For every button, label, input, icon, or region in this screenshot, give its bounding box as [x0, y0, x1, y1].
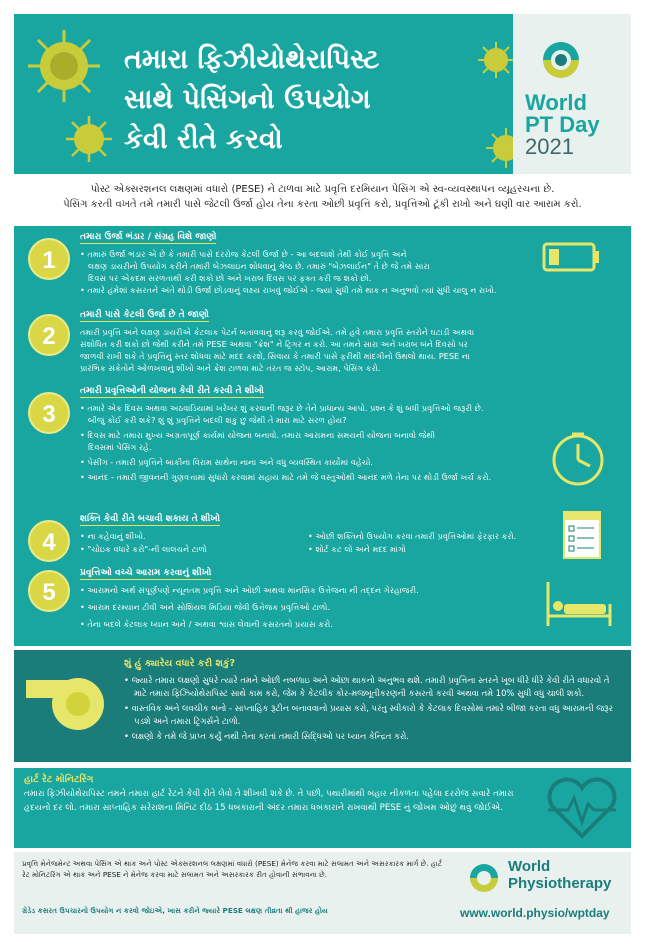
step-body	[80, 584, 550, 630]
footer-warning: ગ્રેડેડ કસરત ઉપચારનો ઉપયોગ ન કરવો જોઇએ, ખાસ કરીને જ્યારે PESE લક્ષણ તીવ્રતા થી હાજર હોય	[22, 906, 328, 915]
step-line: બીજું કોઈ કરી શકે? શું શું પ્રવૃત્તિને બદલી શકું છું જેથી તે મારા માટે સરળ હોય?	[88, 415, 347, 425]
step-line: પ્રારંભિક સંકેતોને ઓળખવાનું શીખો અને ક્રેશ ટાળવા માટે તરત જ સ્ટોપ, આરામ, પેસિંગ કરો.	[80, 363, 381, 373]
heart-rate-body: તમારા ફિઝીયોથેરાપિસ્ટ તમને તમારા હાર્ટ રેટને કેવી રીતે લેવો તે શીખવી શકે છે. તે પછી, પથારીમાંથી બહાર નીકળતા પહેલા દરરોજ સવારે તમારા હૃદયનો દર લો. તમારા સાપ્તાહિક સરેરાશના મિનિટ દીઠ 15 ધબકારાની અંદર તમારા ધબકારાને રાખવાથી PESE નું જોખમ ઓછું થવું જોઈએ.	[24, 789, 514, 813]
intro-line: પોસ્ટ એક્સરશનલ લક્ષણમાં વધારો (PESE) ને ટાળવા માટે પ્રવૃત્તિ દરમિયાન પેસિંગ એ સ્વ-વ્યવસ્થાપન વ્યૂહરચના છે.	[90, 184, 555, 195]
pacing-bullet: • લક્ષણો કે તમે જે પ્રાપ્ત કર્યું નથી તેના કરતાં તમારી સિદ્ધિઓ પર ધ્યાન કેન્દ્રિત કરો.	[124, 730, 619, 743]
heart-rate-section	[14, 768, 631, 848]
battery-icon	[542, 240, 602, 274]
website-link[interactable]: www.world.physio/wptday	[460, 906, 610, 920]
step-body	[80, 326, 620, 374]
brand-world: World	[525, 90, 587, 115]
title-line: તમારા ફિઝીયોથેરાપિસ્ટ	[124, 44, 380, 75]
step-line: • દિવસ માટે તમારા મુખ્ય અગ્રતાપૂર્ણ કાર્યમાં યોજના બનાવો. તમારા આરામના સમયની યોજના બનાવો જેથી	[80, 430, 436, 440]
list-item: • ઓછી શક્તિનો ઉપયોગ કરવા તમારી પ્રવૃત્તિઓમાં ફેરફાર કરો.	[308, 530, 558, 543]
title-line: કેવી રીતે કરવો	[124, 124, 283, 155]
header-banner	[14, 14, 631, 174]
world-physiotherapy-logo-icon	[464, 858, 504, 898]
step-line: • આરામનો અર્થ સંપૂર્ણપણે ન્યૂનતમ પ્રવૃત્તિ અને ઓછી અથવા માનસિક ઉત્તેજના ની તદ્દન ગેરહાજરી.	[80, 585, 419, 595]
heart-rate-title: હાર્ટ રેટ મોનિટરિંગ	[24, 774, 94, 785]
step-body	[80, 248, 550, 296]
step-title: તમારી પાસે કેટલી ઉર્જા છે તે જાણો	[80, 310, 209, 320]
bed-rest-icon	[544, 576, 614, 630]
step-number: 2	[28, 314, 70, 356]
intro-line: પેસિંગ કરતી વખતે તમે તમારી પાસે જેટલી ઉર્જા હોય તેના કરતા ઓછી પ્રવૃત્તિ કરો, પ્રવૃત્તિઓ ટૂંકી રાખો અને ઘણી વાર આરામ કરો.	[63, 199, 582, 210]
step-line: લક્ષણ ડાયરીનો ઉપયોગ કરીને તમારી બેઝલાઇન શોધવાનું શ્રેષ્ઠ છે. તમારું "બેઝલાઈન" તે છે જે તમે સારા	[88, 261, 430, 271]
step-title: શક્તિ કેવી રીતે બચાવી શકાય તે શીખો	[80, 514, 220, 524]
virus-icon	[24, 26, 104, 106]
clock-icon	[550, 432, 606, 488]
step-line: દિવસમાં પેસિંગ રહે.	[88, 442, 152, 452]
stop-hand-icon	[26, 666, 106, 742]
world-pt-day-logo-icon	[535, 34, 587, 86]
step-line: સંશોધિત કરી શકો છો જેથી કરીને તમે PESE અથવા "ક્રેશ" ને ટ્રિગર ન કરો. આ તમને સારા અને ખરાબ બંને દિવસો પર	[80, 339, 468, 349]
brand-world: World	[508, 858, 551, 875]
pacing-bullet: • વાસ્તવિક અને લવચીક બનો - સાપ્તાહિક રૂટીન બનાવવાનો પ્રયાસ કરો, પરંતુ સ્વીકારો કે કેટલાક દિવસોમાં તમારે બીજા કરતા વધુ આરામની જરૂર પડશે અને તમારા ટ્રિગર્સને ટાળો.	[124, 702, 619, 727]
step-body	[80, 402, 570, 483]
list-item: • શોર્ટ કટ લો અને મદદ માંગો	[308, 543, 558, 556]
page-title	[124, 40, 504, 160]
todo-list-icon	[560, 510, 604, 560]
title-line: સાથે પેસિંગનો ઉપયોગ	[124, 84, 371, 115]
step-number: 3	[28, 392, 70, 434]
intro-text	[20, 182, 625, 212]
steps-panel	[14, 226, 631, 646]
heart-monitor-icon	[544, 776, 620, 840]
step-number: 4	[28, 520, 70, 562]
world-physiotherapy-brand	[508, 858, 611, 892]
step-title: પ્રવૃત્તિઓ વચ્ચે આરામ કરવાનું શીખો	[80, 568, 212, 578]
brand-ptday: PT Day	[525, 112, 600, 137]
pacing-title: શું હું ક્યારેય વધારે કરી શકું?	[124, 658, 235, 669]
list-item: • "ચોઇક વધારે કરો"-ની લાલચને ટાળો	[80, 543, 310, 556]
step-line: • તમારે હંમેશાં કસરતને અંતે થોડી ઉર્જા છોડવાનું લક્ષ્ય રાખવું જોઈએ - જ્યાં સુધી તમે થાક ન અનુભવો ત્યાં સુધી ચાલુ ન રાખો.	[80, 285, 497, 295]
step-line: • તમારે એક દિવસ અથવા અઠવાડિયામાં ખરેખર શું કરવાની જરૂર છે તેને પ્રાધાન્ય આપો. પ્રશ્ન કે શું બધી પ્રવૃત્તિઓ જરૂરી છે.	[80, 403, 484, 413]
footer	[14, 852, 631, 934]
step-line: તમારી પ્રવૃત્તિ અને લક્ષણ ડાયરીએ કેટલાક પેટર્ન બતાવવાનું શરૂ કરવું જોઈએ. તમે હવે તમારા પ્રવૃત્તિ સ્તરોને ઘટાડી અથવા	[80, 327, 475, 337]
step-number: 1	[28, 238, 70, 280]
step-line: દિવસ પર એકદમ સરળતાથી કરી શકો છો અને ખરાબ દિવસ પર ફક્ત કરી જ શકો છો.	[88, 273, 372, 283]
step-line: • આરામ દરમ્યાન ટીવી અને સોશિયલ મિડિયા જેવી ઉત્તેજક પ્રવૃત્તિઓ ટાળો.	[80, 602, 331, 612]
step-line: • તમારું ઉર્જા ભંડાર એ છે કે તમારી પાસે દરરોજ કેટલી ઉર્જા છે - આ બદલાશે તેથી કોઈ પ્રવૃત્તિ અને	[80, 249, 407, 259]
footer-note: પ્રવૃત્તિ મેનેજમેન્ટ અથવા પેસિંગ એ થાક અને પોસ્ટ એક્સરશનલ લક્ષણમાં વધારો (PESE) મેનેજ કરવા માટે સલામત અને અસરકારક માર્ગ છે. હાર્ટ રેટ મોનિટરિંગ એ થાક અને PESE ને મેનેજ કરવા માટે સલામત અને અસરકારક રીત હોવાની સંભાવના છે.	[22, 859, 442, 879]
list-item: • ના કહેવાનું શીખો.	[80, 530, 310, 543]
virus-icon	[64, 114, 114, 164]
world-pt-day-brand	[513, 14, 631, 174]
pacing-section	[14, 650, 631, 762]
step-line: જાળવી રાખી શકે તે પ્રવૃત્તિનું સ્તર શોધવા માટે મદદ કરશે, સિવાય કે તમારી પાસે ફરીથી માંદગીનો ઉથલો થાય. PESE ના	[80, 351, 470, 361]
pacing-body	[124, 674, 619, 746]
pacing-bullet: • જ્યારે તમારા લક્ષણો સુધરે ત્યારે તમને ઓછી નબળાઇ અને ઓછા થાકનો અનુભવ થશે. તમારી પ્રવૃત્તિના સ્તરને ખૂબ ધીરે ધીરે કેવી રીતે વધારવો તે માટે તમારા ફિઝિયોથેરાપિસ્ટ સાથે કામ કરો, જેમ કે કેટલીક કોર-મજબૂતીકરણની કસરતો કરવી અથવા તમે 10% સુધી વધુ ચાલી શકો.	[124, 674, 619, 699]
step-title: તમારી પ્રવૃત્તિઓની યોજના કેવી રીતે કરવી તે શીખો	[80, 386, 264, 396]
step-number: 5	[28, 570, 70, 612]
step-title: તમારા ઉર્જા ભંડાર / સંગ્રહ વિશે જાણો	[80, 232, 217, 242]
brand-physiotherapy: Physiotherapy	[508, 875, 612, 892]
step-line: • પેસીંગ - તમારી પ્રવૃત્તિને બાકીના વિરામ સાથેના નાના અને વધુ વ્યવસ્થિત કાર્યોમાં વહેંચો.	[80, 457, 373, 467]
brand-year: 2021	[525, 134, 574, 159]
step-line: • આનંદ - તમારી જીવનની ગુણવત્તામાં સુધારો કરવામાં સહાય માટે તમે જે વસ્તુઓથી આનંદ મળે તેના પર થોડી ઉર્જા ખર્ચ કરો.	[80, 472, 492, 482]
step-line: • તેના બદલે કેટલાક ધ્યાન અને / અથવા શ્વાસ લેવાની કસરતનો પ્રયાસ કરો.	[80, 619, 333, 629]
